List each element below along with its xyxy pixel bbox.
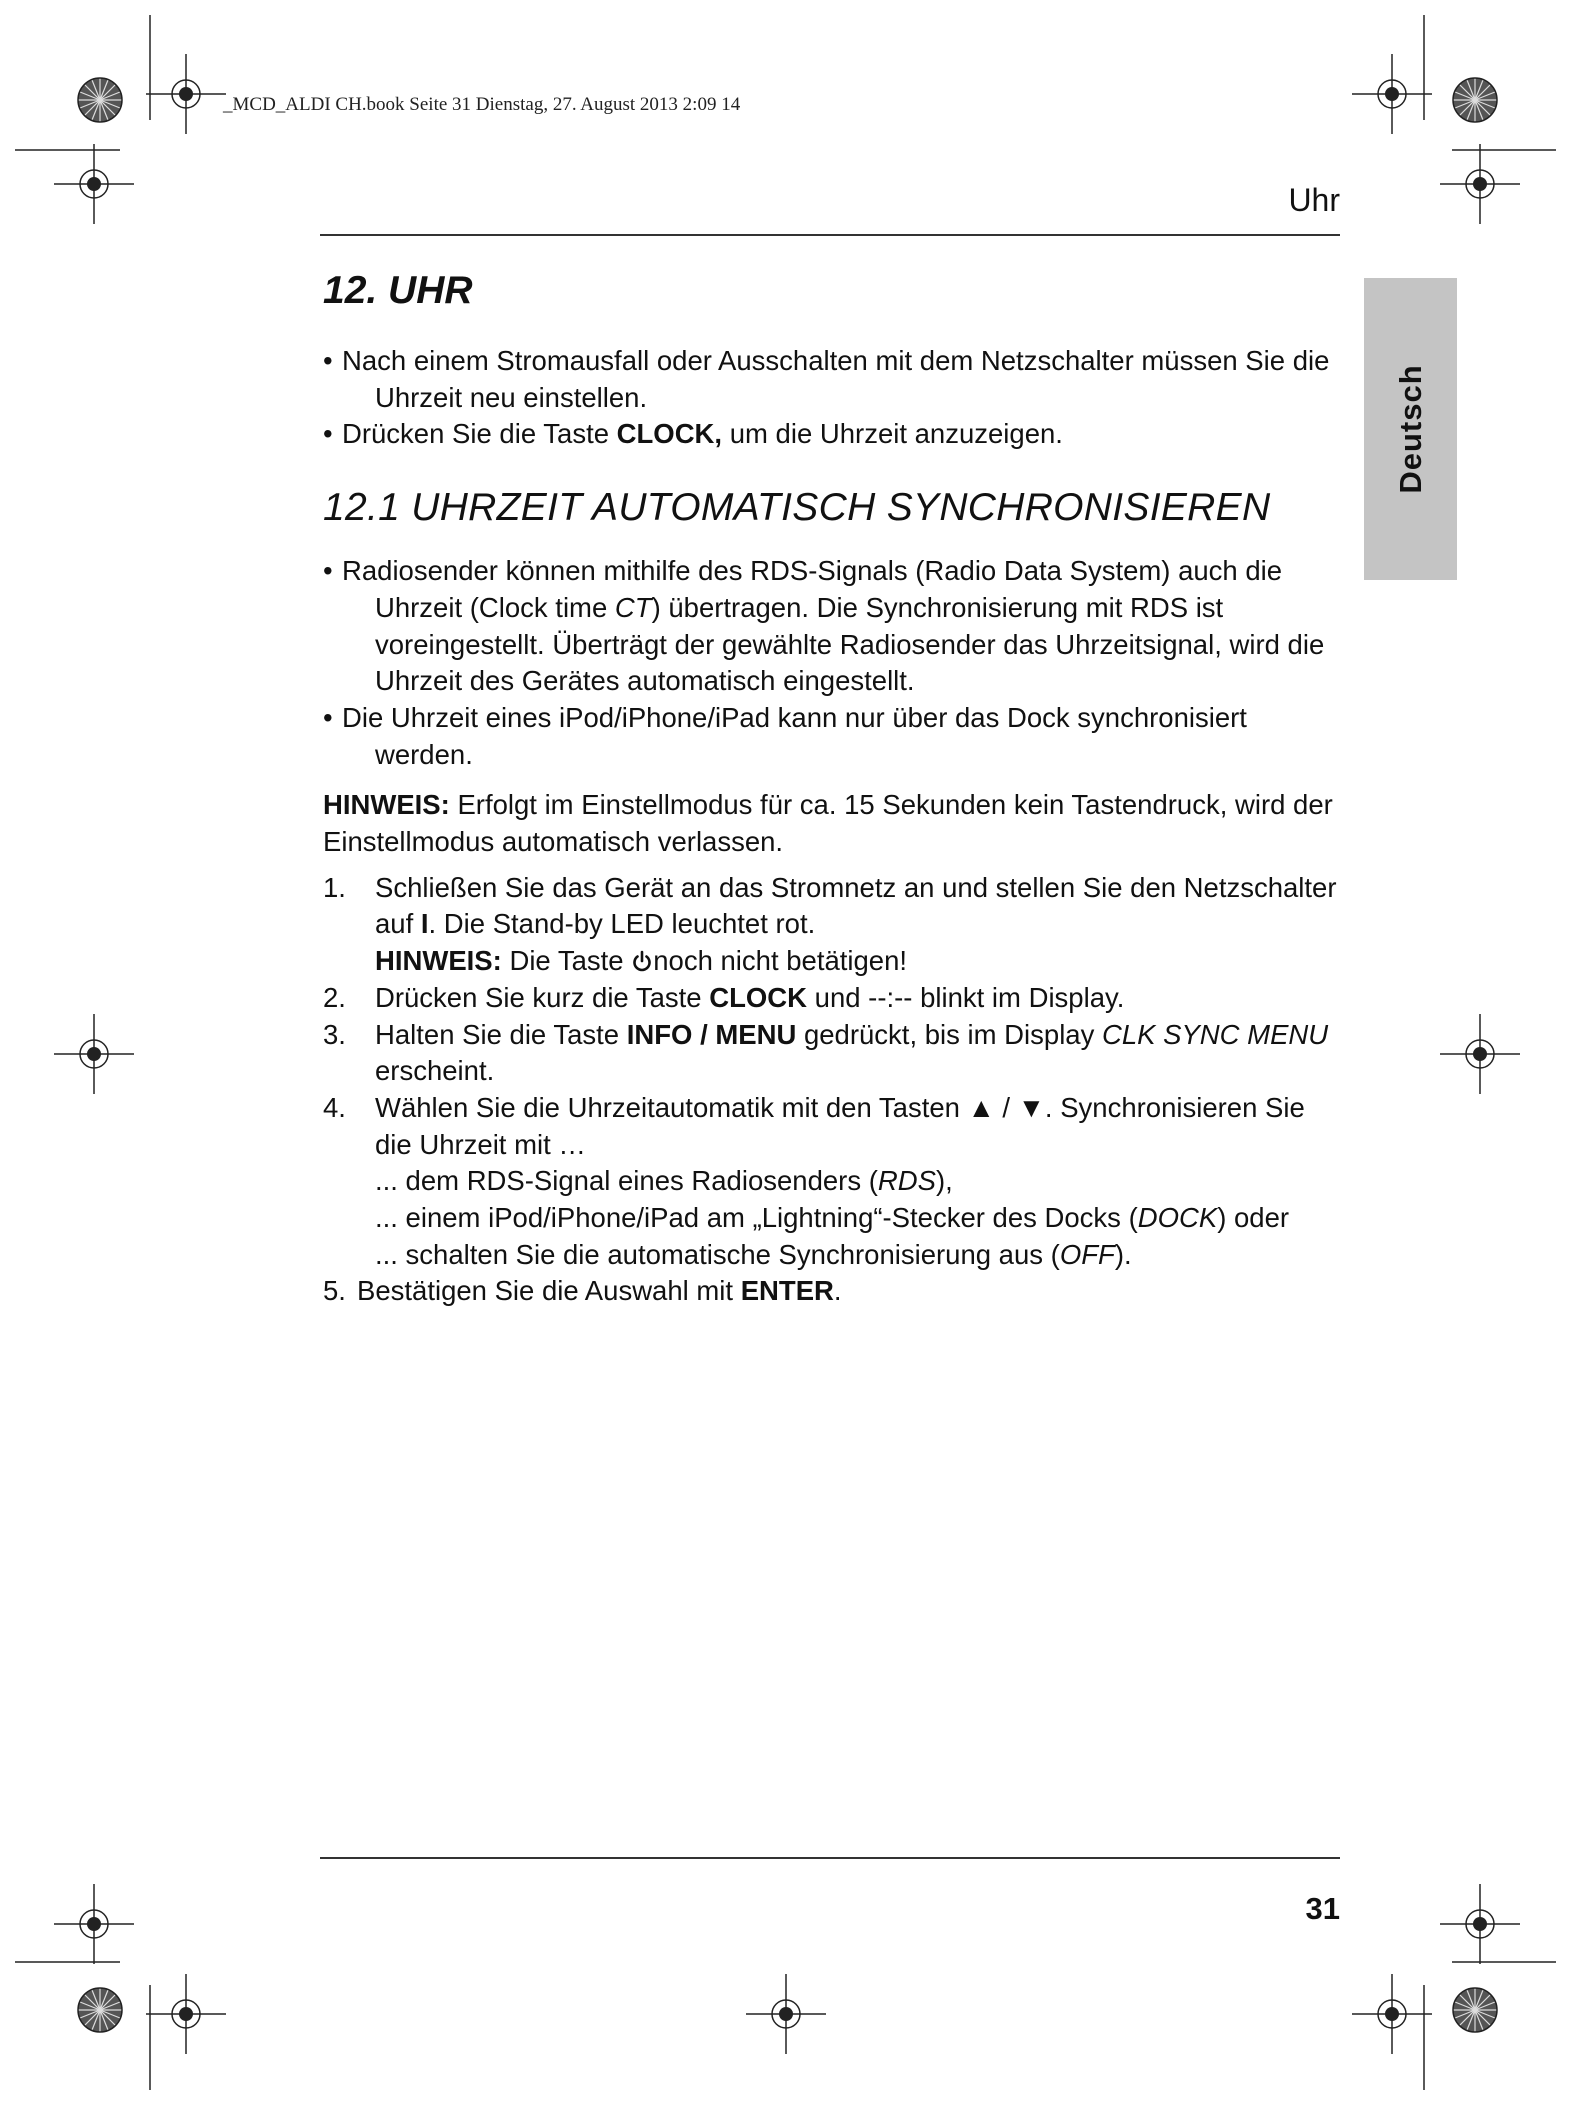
subsection-title: 12.1 UHRZEIT AUTOMATISCH SYNCHRONISIEREN — [323, 486, 1271, 530]
book-file-header: _MCD_ALDI CH.book Seite 31 Dienstag, 27. August 2013 2:09 14 — [223, 94, 741, 115]
footer-rule — [320, 1857, 1340, 1859]
step-option: ... dem RDS-Signal eines Radiosenders (RDS), — [375, 1165, 953, 1197]
step-option: ... schalten Sie die automatische Synchronisierung aus (OFF). — [375, 1238, 1132, 1270]
bullet-item: • Die Uhrzeit eines iPod/iPhone/iPad kann nur über das Dock synchronisiert werden. — [323, 701, 1247, 770]
language-tab — [1364, 278, 1457, 580]
step-item: 4. Wählen Sie die Uhrzeitautomatik mit den Tasten ▲ / ▼. Synchronisieren Sie die Uhrzeit mit … — [323, 1091, 1305, 1160]
page-content — [323, 268, 1343, 1310]
section-title: 12. UHR — [323, 269, 473, 312]
power-icon — [631, 949, 653, 973]
bullet-item: • Nach einem Stromausfall oder Ausschalten mit dem Netzschalter müssen Sie die Uhrzeit neu einstellen. — [323, 345, 1330, 413]
step-item: 1. Schließen Sie das Gerät an das Stromnetz an und stellen Sie den Netzschalter auf I. Die Stand-by LED leuchtet rot. — [323, 871, 1337, 940]
step-note: HINWEIS: Die Taste noch nicht betätigen! — [375, 945, 908, 977]
step-item: 5. Bestätigen Sie die Auswahl mit ENTER. — [323, 1275, 842, 1307]
step-item: 3. Halten Sie die Taste INFO / MENU gedrückt, bis im Display CLK SYNC MENU erscheint. — [323, 1018, 1329, 1087]
step-option: ... einem iPod/iPhone/iPad am „Lightning“-Stecker des Docks (DOCK) oder — [375, 1202, 1290, 1234]
page-number: 31 — [1305, 1891, 1340, 1926]
header-rule — [320, 234, 1340, 236]
step-item: 2. Drücken Sie kurz die Taste CLOCK und --:-- blinkt im Display. — [323, 981, 1125, 1013]
running-title: Uhr — [1288, 182, 1340, 218]
bullet-item: • Radiosender können mithilfe des RDS-Signals (Radio Data System) auch die Uhrzeit (Clock time CT) übertragen. Die Synchronisierung mit RDS ist voreingestellt. Überträgt der gewählte Radiosender das Uhrzeitsignal, wird die Uhrzeit des Gerätes automatisch eingestellt. — [323, 555, 1325, 697]
language-tab-label: Deutsch — [1392, 364, 1428, 494]
note-paragraph: HINWEIS: Erfolgt im Einstellmodus für ca. 15 Sekunden kein Tastendruck, wird der Einstellmodus automatisch verlassen. — [323, 789, 1333, 858]
bullet-item: • Drücken Sie die Taste CLOCK, um die Uhrzeit anzuzeigen. — [323, 418, 1063, 450]
